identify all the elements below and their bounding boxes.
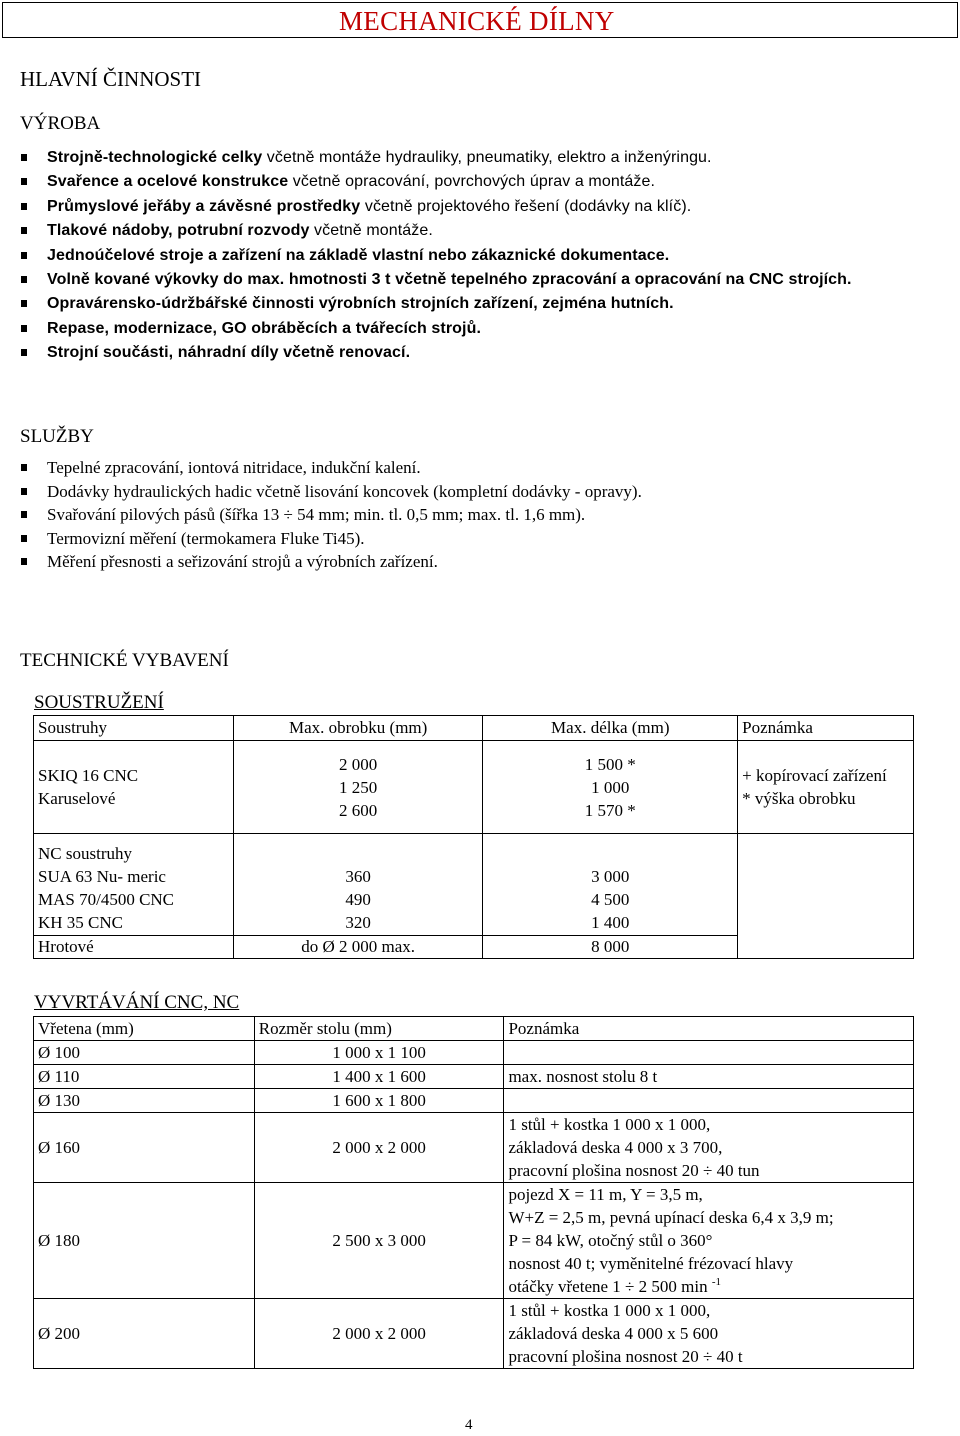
table-cell: 8 000 [483,936,738,959]
list-item: Měření přesnosti a seřizování strojů a výrobních zařízení. [20,550,940,574]
header-cell: Max. obrobku (mm) [233,716,483,741]
table-cell: 2 000 x 2 000 [254,1113,504,1183]
table-cell [504,1089,914,1113]
table-cell: NC soustruhy SUA 63 Nu- meric MAS 70/4500 CNC KH 35 CNC [34,834,234,936]
list-item: Dodávky hydraulických hadic včetně lisování koncovek (kompletní dodávky - opravy). [20,480,940,504]
table-row [34,1299,914,1369]
bullet-icon [21,276,27,283]
table-cell: 1 500 * 1 000 1 570 * [483,741,738,834]
list-item: Svařence a ocelové konstrukce včetně opracování, povrchových úprav a montáže. [20,170,940,194]
bullet-icon [21,349,27,356]
bullet-icon [21,300,27,307]
list-item: Svařování pilových pásů (šířka 13 ÷ 54 mm; min. tl. 0,5 mm; max. tl. 1,6 mm). [20,503,940,527]
main-heading: HLAVNÍ ČINNOSTI [20,67,202,91]
sluzby-list [20,456,940,574]
list-item: Termovizní měření (termokamera Fluke Ti45). [20,527,940,551]
table-cell: pojezd X = 11 m, Y = 3,5 m, W+Z = 2,5 m, pevná upínací deska 6,4 x 3,9 m; P = 84 kW, otočný stůl o 360° nosnost 40 t; vyměnitelné frézovací hlavy otáčky vřetene 1 ÷ 2 500 min $^{-1}$ [504,1183,914,1299]
superscript: -1 [711,1276,721,1288]
header-cell: Soustruhy [34,716,234,741]
table-cell: Ø 130 [34,1089,255,1113]
vyvrtavani-heading: VYVRTÁVÁNÍ CNC, NC [34,992,240,1013]
table-row [34,1089,914,1113]
table-row [34,834,914,936]
table-row [34,1183,914,1299]
table-cell [738,834,914,959]
table-cell: 2 000 x 2 000 [254,1299,504,1369]
table-cell: 2 500 x 3 000 [254,1183,504,1299]
table-cell: 3 000 4 500 1 400 [483,834,738,936]
sluzby-heading: SLUŽBY [20,426,94,447]
table-cell: Ø 100 [34,1041,255,1065]
soustruzeni-heading: SOUSTRUŽENÍ [34,692,164,713]
table-row [34,1041,914,1065]
table-cell: Ø 110 [34,1065,255,1089]
technicke-heading: TECHNICKÉ VYBAVENÍ [20,650,229,671]
table-header-row [34,1017,914,1041]
table-cell: 1 400 x 1 600 [254,1065,504,1089]
bullet-icon [21,558,27,565]
table-cell: SKIQ 16 CNC Karuselové [34,741,234,834]
table-cell: 1 600 x 1 800 [254,1089,504,1113]
bullet-icon [21,325,27,332]
list-item: Tlakové nádoby, potrubní rozvody včetně montáže. [20,219,940,243]
table-cell: Ø 160 [34,1113,255,1183]
table-cell: max. nosnost stolu 8 t [504,1065,914,1089]
table-cell: Ø 200 [34,1299,255,1369]
bullet-icon [21,203,27,210]
table-row [34,741,914,834]
list-item: Strojní součásti, náhradní díly včetně renovací. [20,341,940,365]
table-cell: Ø 180 [34,1183,255,1299]
table-row [34,1113,914,1183]
bullet-icon [21,535,27,542]
table-cell: do Ø 2 000 max. [233,936,483,959]
bullet-icon [21,464,27,471]
list-item: Repase, modernizace, GO obráběcích a tvářecích strojů. [20,317,940,341]
bullet-icon [21,511,27,518]
header-cell: Poznámka [738,716,914,741]
bullet-icon [21,227,27,234]
table-cell: 2 000 1 250 2 600 [233,741,483,834]
vyvrtavani-table [33,1016,914,1369]
table-cell: Hrotové [34,936,234,959]
table-cell [504,1041,914,1065]
list-item: Průmyslové jeřáby a závěsné prostředky včetně projektového řešení (dodávky na klíč). [20,195,940,219]
vyroba-heading: VÝROBA [20,113,101,134]
header-cell: Vřetena (mm) [34,1017,255,1041]
list-item: Strojně-technologické celky včetně montáže hydrauliky, pneumatiky, elektro a inženýringu. [20,146,940,170]
header-cell: Rozměr stolu (mm) [254,1017,504,1041]
page-title: MECHANICKÉ DÍLNY [339,6,615,36]
bullet-icon [21,178,27,185]
bullet-icon [21,154,27,161]
soustruzeni-table [33,715,914,959]
list-item: Volně kované výkovky do max. hmotnosti 3 t včetně tepelného zpracování a opracování na CNC strojích. [20,268,940,292]
vyroba-list [20,146,940,366]
list-item: Jednoúčelové stroje a zařízení na základě vlastní nebo zákaznické dokumentace. [20,244,940,268]
bullet-icon [21,252,27,259]
header-cell: Max. délka (mm) [483,716,738,741]
table-cell: 360 490 320 [233,834,483,936]
header-cell: Poznámka [504,1017,914,1041]
table-cell: 1 stůl + kostka 1 000 x 1 000, základová deska 4 000 x 5 600 pracovní plošina nosnost 20 ÷ 40 t [504,1299,914,1369]
table-cell: 1 000 x 1 100 [254,1041,504,1065]
table-row [34,1065,914,1089]
list-item: Tepelné zpracování, iontová nitridace, indukční kalení. [20,456,940,480]
table-cell: 1 stůl + kostka 1 000 x 1 000, základová deska 4 000 x 3 700, pracovní plošina nosnost 20 ÷ 40 tun [504,1113,914,1183]
page-number: 4 [465,1417,473,1433]
list-item: Opravárensko-údržbářské činnosti výrobních strojních zařízení, zejména hutních. [20,292,940,316]
table-cell: + kopírovací zařízení * výška obrobku [738,741,914,834]
table-header-row [34,716,914,741]
bullet-icon [21,488,27,495]
